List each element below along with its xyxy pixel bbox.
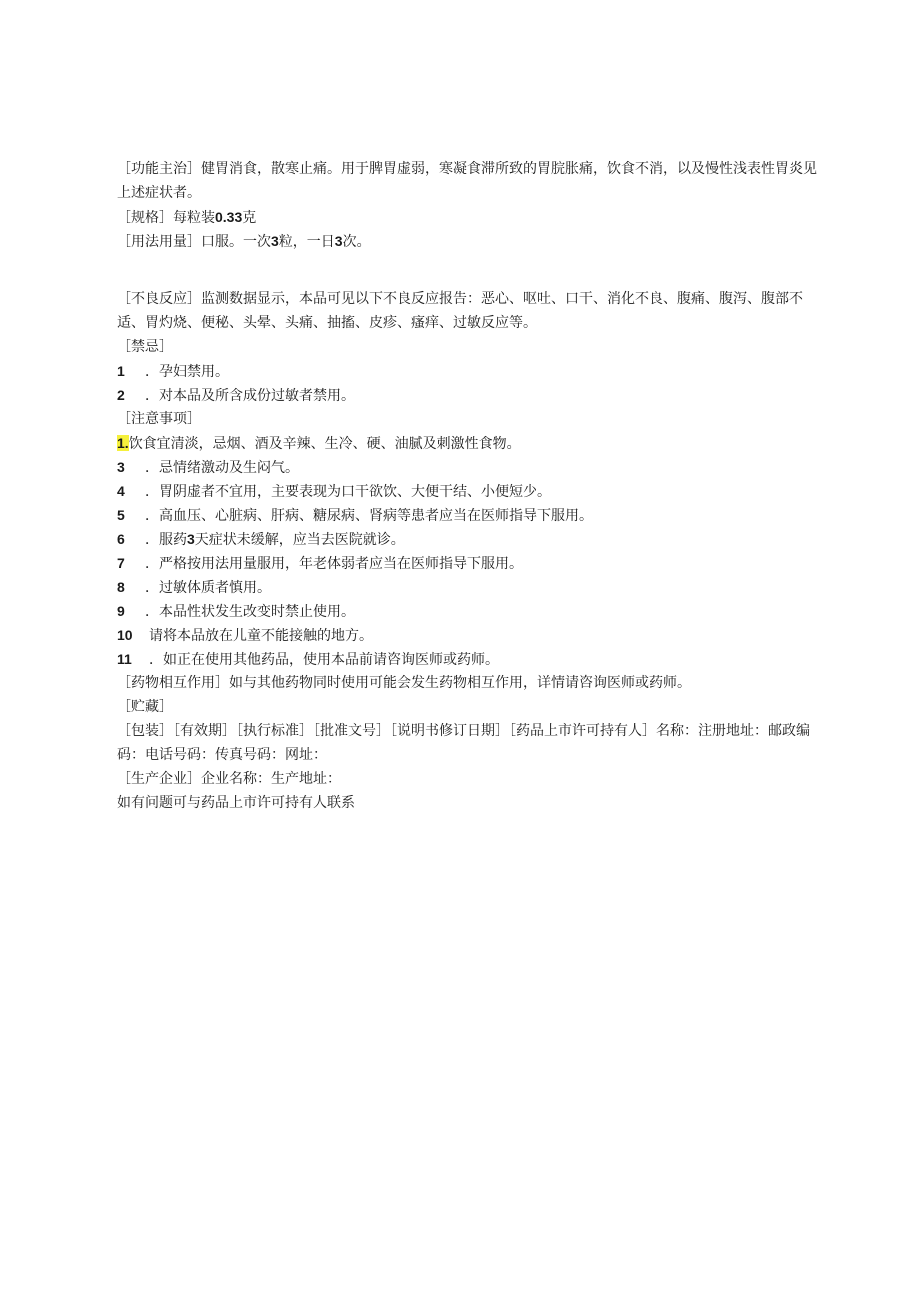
item-number: 8 <box>117 579 125 595</box>
contraindication-item <box>117 359 827 383</box>
item-number: 10 <box>117 627 133 643</box>
item-text: ．胃阴虚者不宜用，主要表现为口干欲饮、大便干结、小便短少。 <box>145 484 551 500</box>
item-text: 饮食宜清淡，忌烟、酒及辛辣、生冷、硬、油腻及刺激性食物。 <box>128 436 521 452</box>
item-text-end: 天症状未缓解，应当去医院就诊。 <box>194 532 405 548</box>
contact-note: 如有问题可与药品上市许可持有人联系 <box>117 795 355 811</box>
usage-dosage <box>117 229 827 253</box>
precaution-item <box>117 599 827 623</box>
function-indication: ［功能主治］健胃消食，散寒止痛。用于脾胃虚弱，寒凝食滞所致的胃脘胀痛，饮食不消，以及慢性浅表性胃炎见上述症状者。 <box>117 161 817 201</box>
spec-unit: 克 <box>242 210 257 226</box>
item-number: 7 <box>117 555 125 571</box>
package-info: ［包装］［有效期］［执行标准］［批准文号］［说明书修订日期］［药品上市许可持有人］名称：注册地址：邮政编码：电话号码：传真号码：网址： <box>117 723 810 763</box>
precautions-heading: ［注意事项］ <box>117 411 201 427</box>
precaution-item <box>117 527 827 551</box>
manufacturer-info: ［生产企业］企业名称：生产地址： <box>117 771 341 787</box>
usage-end: 次。 <box>342 234 371 250</box>
item-number: 1 <box>117 363 125 379</box>
precaution-item <box>117 575 827 599</box>
item-text: ．严格按用法用量服用，年老体弱者应当在医师指导下服用。 <box>145 556 523 572</box>
precaution-item <box>117 551 827 575</box>
item-text: ．孕妇禁用。 <box>145 364 229 380</box>
item-text: 请将本品放在儿童不能接触的地方。 <box>149 628 373 644</box>
item-text: ．服药 <box>145 532 187 548</box>
contraindications-heading: ［禁忌］ <box>117 339 173 355</box>
item-number: 2 <box>117 387 125 403</box>
specification <box>117 205 827 229</box>
item-text: ．如正在使用其他药品，使用本品前请咨询医师或药师。 <box>149 652 499 668</box>
item-text: ．本品性状发生改变时禁止使用。 <box>145 604 355 620</box>
usage-times: 3 <box>334 233 343 249</box>
item-text: ．高血压、心脏病、肝病、糖尿病、肾病等患者应当在医师指导下服用。 <box>145 508 593 524</box>
item-number: 6 <box>117 531 125 547</box>
item-number: 9 <box>117 603 125 619</box>
drug-leaflet <box>117 157 827 815</box>
item-text: ．对本品及所含成份过敏者禁用。 <box>145 388 355 404</box>
precaution-item <box>117 623 827 647</box>
item-number: 4 <box>117 483 125 499</box>
precaution-item <box>117 503 827 527</box>
storage-heading: ［贮藏］ <box>117 699 173 715</box>
adverse-reactions: ［不良反应］监测数据显示，本品可见以下不良反应报告：恶心、呕吐、口干、消化不良、腹痛、腹泻、腹部不适、胃灼烧、便秘、头晕、头痛、抽搐、皮疹、瘙痒、过敏反应等。 <box>117 291 803 331</box>
precaution-item <box>117 479 827 503</box>
contraindication-item <box>117 383 827 407</box>
item-text: ．过敏体质者慎用。 <box>145 580 271 596</box>
spec-value: 0.33 <box>215 209 243 225</box>
item-text: ．忌情绪激动及生闷气。 <box>145 460 299 476</box>
highlighted-item-number: 1. <box>117 435 129 451</box>
usage-mid: 粒，一日 <box>278 234 335 250</box>
precaution-item <box>117 431 827 455</box>
usage-dose: 3 <box>271 233 279 249</box>
precaution-item <box>117 647 827 671</box>
section-gap <box>117 253 827 287</box>
item-days: 3 <box>187 531 195 547</box>
item-number: 3 <box>117 459 125 475</box>
item-number: 11 <box>117 651 132 667</box>
spec-label: ［规格］每粒装 <box>117 210 215 226</box>
usage-label: ［用法用量］口服。一次 <box>117 234 271 250</box>
precaution-item <box>117 455 827 479</box>
item-number: 5 <box>117 507 125 523</box>
drug-interactions: ［药物相互作用］如与其他药物同时使用可能会发生药物相互作用，详情请咨询医师或药师。 <box>117 675 691 691</box>
